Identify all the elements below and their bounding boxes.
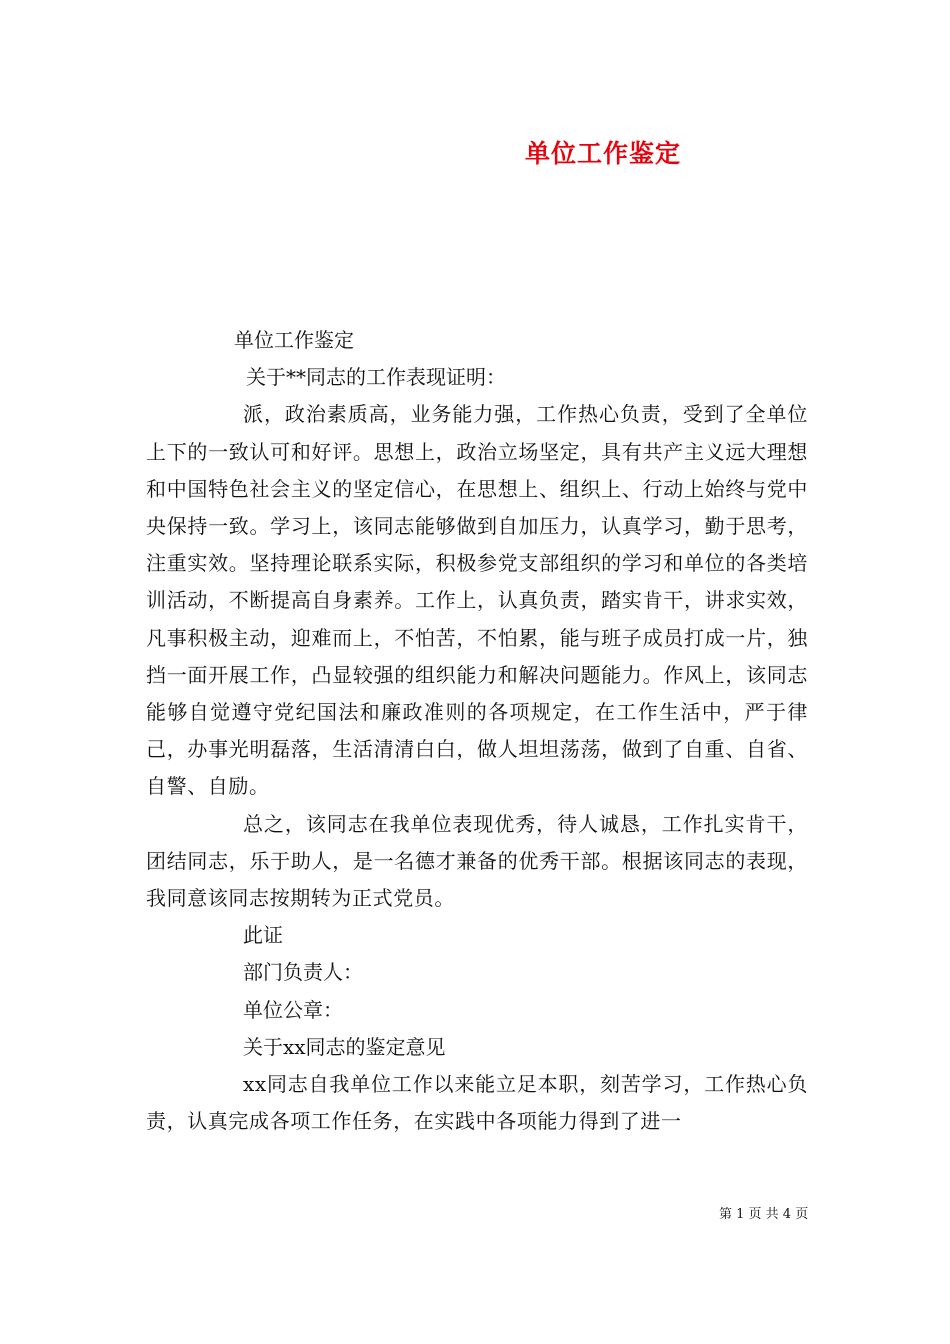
paragraph-3: [146, 1066, 808, 1140]
salutation: 关于**同志的工作表现证明：: [246, 365, 506, 390]
certify-line: 此证: [243, 923, 283, 948]
paragraph-1: [146, 396, 808, 805]
section-heading-2: 关于xx同志的鉴定意见: [243, 1034, 446, 1059]
unit-seal-line: 单位公章：: [243, 997, 343, 1022]
document-title: 单位工作鉴定: [524, 139, 681, 168]
paragraph-2-text: 总之，该同志在我单位表现优秀，待人诚恳，工作扎实肯干，团结同志，乐于助人，是一名德才兼备的优秀干部。根据该同志的表现，我同意该同志按期转为正式党员。: [146, 811, 808, 911]
paragraph-3-text: xx同志自我单位工作以来能立足本职，刻苦学习，工作热心负责，认真完成各项工作任务，在实践中各项能力得到了进一: [146, 1071, 808, 1134]
body-heading: 单位工作鉴定: [234, 328, 354, 352]
paragraph-2: [146, 806, 808, 918]
paragraph-1-text: 派，政治素质高，业务能力强，工作热心负责，受到了全单位上下的一致认可和好评。思想上，政治立场坚定，具有共产主义远大理想和中国特色社会主义的坚定信心，在思想上、组织上、行动上始终与党中央保持一致。学习上，该同志能够做到自加压力，认真学习，勤于思考，注重实效。坚持理论联系实际，积极参党支部组织的学习和单位的各类培训活动，不断提高自身素养。工作上，认真负责，踏实肯干，讲求实效，凡事积极主动，迎难而上，不怕苦，不怕累，能与班子成员打成一片，独挡一面开展工作，凸显较强的组织能力和解决问题能力。作风上，该同志能够自觉遵守党纪国法和廉政准则的各项规定，在工作生活中，严于律己，办事光明磊落，生活清清白白，做人坦坦荡荡，做到了自重、自省、自警、自励。: [146, 402, 808, 799]
page-footer: 第 1 页 共 4 页: [719, 1207, 809, 1222]
dept-head-line: 部门负责人：: [243, 960, 363, 985]
document-body: [146, 322, 808, 1140]
